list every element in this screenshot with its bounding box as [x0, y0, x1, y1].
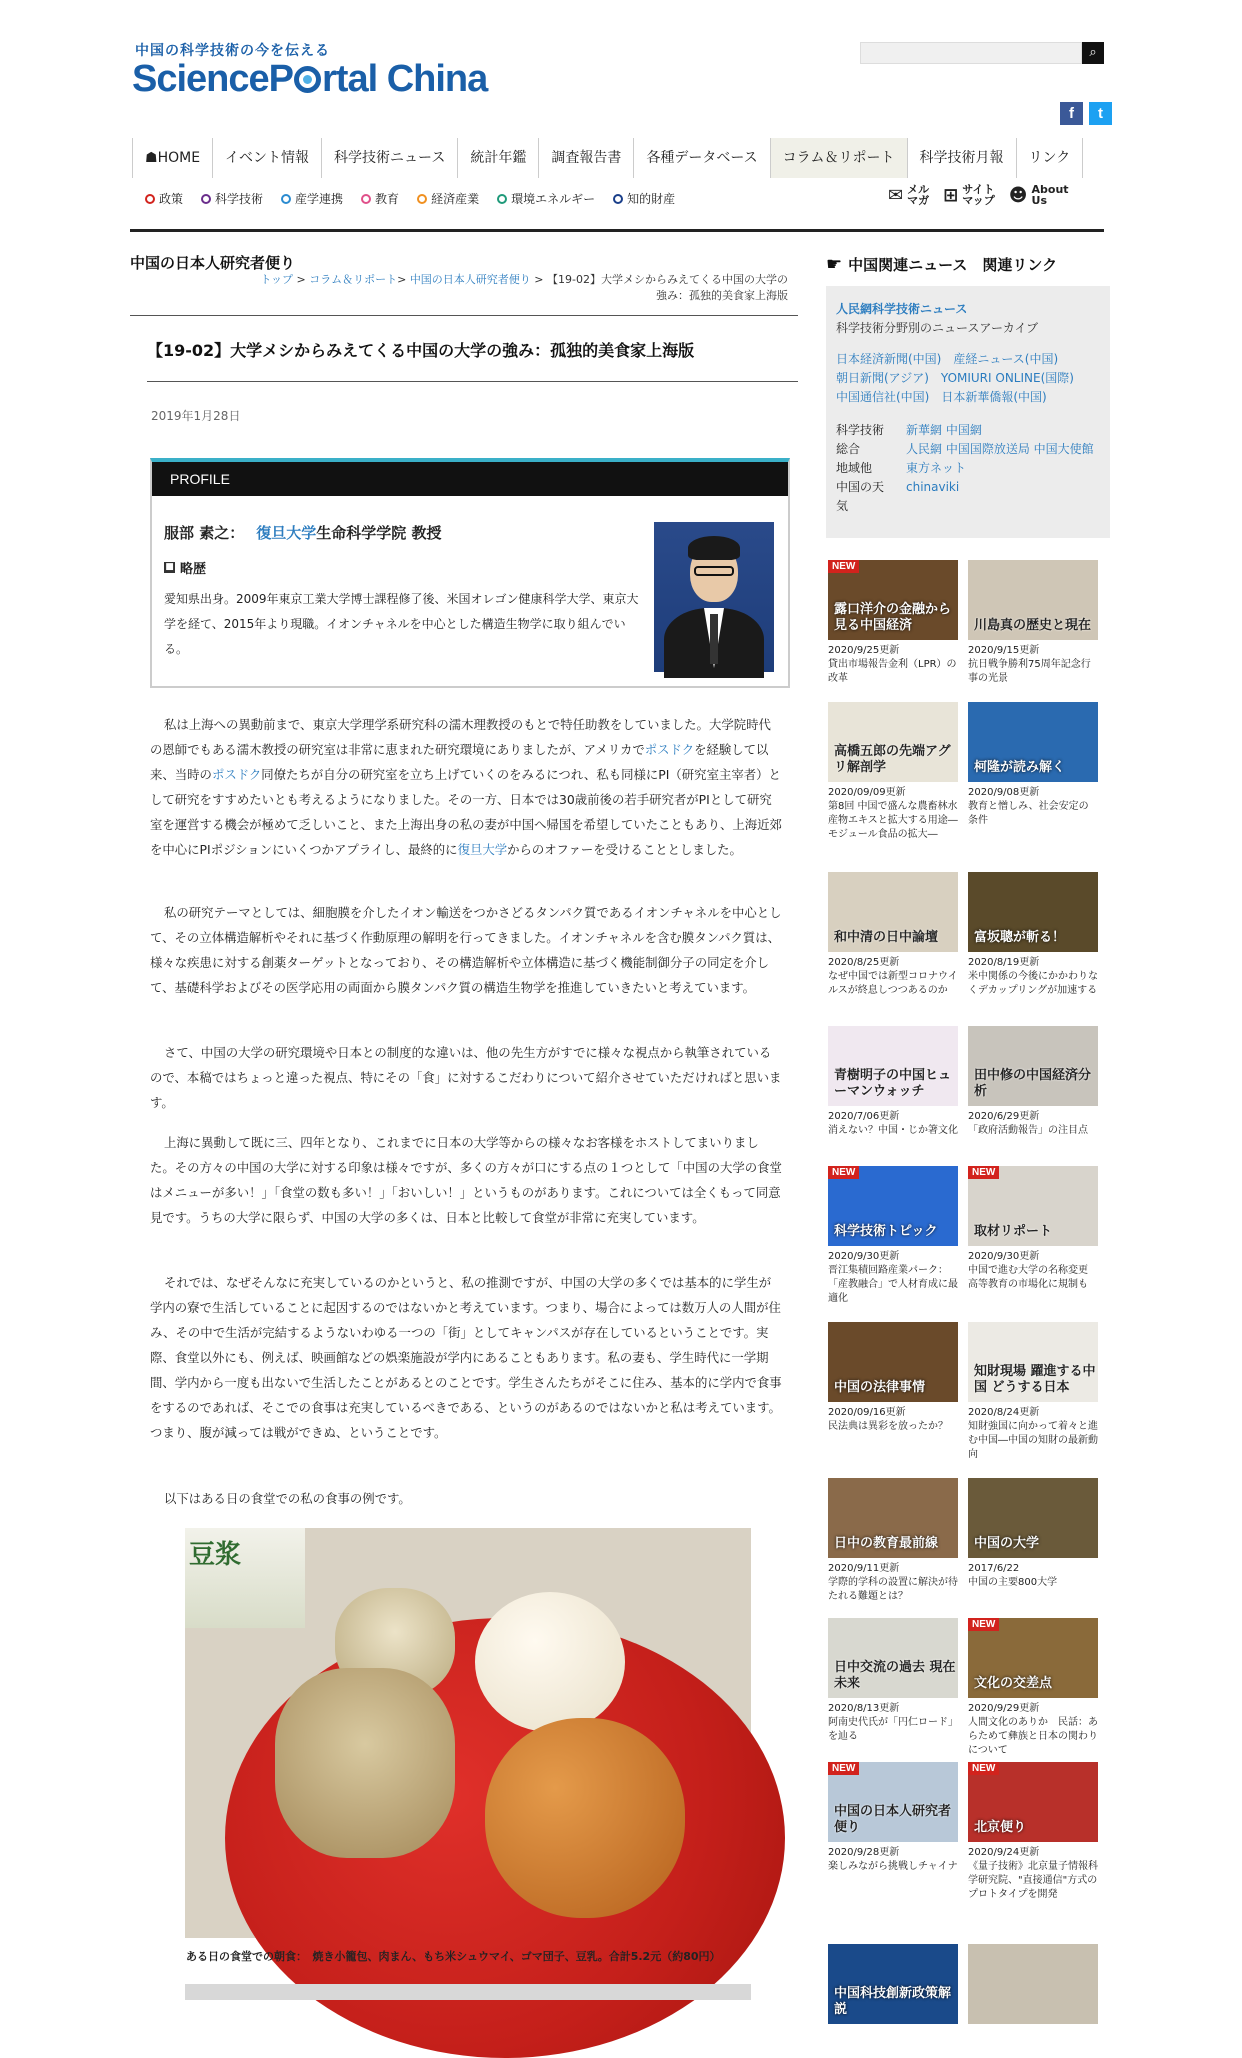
- column-updated-date: 2020/9/29更新: [968, 1703, 1040, 1714]
- article-paragraph-5: それでは、なぜそんなに充実しているのかというと、私の推測ですが、中国の大学の多くでは基本的に学生が学内の寮で生活していることに起因するのではないかと考えています。つまり、場合によっては数万人の人間が住み、その中で生活が完結するようないわゆる一つの「街」としてキャンパスが存在しているということです。実際、食堂以外にも、例えば、映画館などの娯楽施設が学内にあることもあります。私の妻も、学生時代に一学期間、学内から一度も出ないで生活したことがあるとのことです。学生さんたちがそこに住み、基本的に学内で食事をするのであれば、そこでの食事は充実しているべきである、というのがあるのではないかと私は考えています。つまり、腹が減っては戦ができぬ、ということです。: [150, 1275, 782, 1440]
- link-yomiuri[interactable]: YOMIURI ONLINE(国際): [940, 371, 1074, 385]
- column-thumbnail[interactable]: [968, 1322, 1098, 1402]
- sidebar-title: ☛ 中国関連ニュース 関連リンク: [826, 254, 1058, 275]
- column-thumbnail[interactable]: [828, 1618, 958, 1698]
- header-divider: [130, 229, 1104, 232]
- column-thumbnail-title: 日中の教育最前線: [834, 1536, 939, 1551]
- column-thumbnail[interactable]: [828, 1478, 958, 1558]
- column-thumbnail[interactable]: [828, 872, 958, 952]
- column-thumbnail[interactable]: [968, 1944, 1098, 2024]
- column-thumbnail[interactable]: [968, 1478, 1098, 1558]
- column-headline[interactable]: 知財強国に向かって着々と進む中国―中国の知財の最新動向: [968, 1421, 1098, 1460]
- column-thumbnail[interactable]: [968, 702, 1098, 782]
- column-updated-date: 2020/8/19更新: [968, 957, 1040, 968]
- column-thumbnail[interactable]: [968, 872, 1098, 952]
- row-label: 総合: [836, 442, 861, 456]
- column-headline[interactable]: 教育と憎しみ、社会安定の条件: [968, 801, 1089, 826]
- link-nikkei[interactable]: 日本経済新聞(中国): [836, 352, 942, 366]
- breadcrumb-series[interactable]: 中国の日本人研究者便り: [409, 273, 531, 286]
- category-economy[interactable]: 経済産業: [417, 190, 479, 207]
- home-icon: ☗: [145, 150, 158, 166]
- article-paragraph-4: 上海に異動して既に三、四年となり、これまでに日本の大学等からの様々なお客様をホストしてまいりました。その方々の中国の大学に対する印象は様々ですが、多くの方々が口にする点の１つとして「中国の大学の食堂はメニューが多い！」「食堂の数も多い！」「おいしい！」というものがあります。これについては全くもって同意見です。うちの大学に限らず、中国の大学の多くは、日本と比較して食堂が非常に充実しています。: [150, 1135, 782, 1225]
- circle-icon: [417, 194, 427, 204]
- new-badge: NEW: [968, 1618, 999, 1631]
- column-tile[interactable]: [968, 1618, 1098, 1758]
- profile-brief-heading: ■ 略歴: [165, 562, 207, 577]
- column-thumbnail-title: 北京便り: [974, 1820, 1027, 1835]
- column-headline[interactable]: 楽しみながら挑戦しチャイナ: [828, 1861, 958, 1872]
- photo-caption: ある日の食堂での朝食： 焼き小籠包、肉まん、もち米シュウマイ、ゴマ団子、豆乳。合計5.2元（約80円）: [186, 1950, 721, 1963]
- column-tile[interactable]: [968, 1944, 1098, 2028]
- column-updated-date: 2020/9/28更新: [828, 1847, 900, 1858]
- column-tile[interactable]: [828, 1478, 958, 1604]
- row-label: 中国の天気: [836, 480, 885, 513]
- site-header: [132, 38, 1112, 122]
- section-title: 中国の日本人研究者便り: [130, 254, 296, 272]
- link-weather[interactable]: chinaviki: [906, 480, 960, 494]
- column-headline[interactable]: 抗日戦争勝利75周年記念行事の光景: [968, 659, 1091, 684]
- column-headline[interactable]: なぜ中国では新型コロナウイルスが終息しつつあるのか: [828, 971, 958, 996]
- row-label: 科学技術: [836, 423, 885, 437]
- column-headline[interactable]: 中国で進む大学の名称変更 高等教育の市場化に規制も: [968, 1265, 1098, 1290]
- link-asahi[interactable]: 朝日新聞(アジア): [836, 371, 929, 385]
- column-thumbnail-title: 中国の法律事情: [834, 1380, 926, 1395]
- column-thumbnail-title: 日中交流の過去 現在 未来: [834, 1660, 956, 1691]
- column-tile[interactable]: [828, 872, 958, 998]
- column-thumbnail-title: 科学技術トピック: [834, 1224, 938, 1239]
- second-photo: [185, 1984, 751, 2000]
- nav-events[interactable]: イベント情報: [213, 138, 322, 178]
- column-thumbnail-title: 柯隆が読み解く: [974, 760, 1066, 775]
- column-tile[interactable]: [828, 702, 958, 842]
- column-headline[interactable]: 消えない？中国・じか箸文化: [828, 1125, 958, 1136]
- site-logo[interactable]: ScienceP rtal China: [132, 58, 488, 100]
- column-tile[interactable]: [828, 1618, 958, 1744]
- breadcrumb-top[interactable]: トップ: [260, 273, 293, 286]
- column-thumbnail[interactable]: [828, 1026, 958, 1106]
- circle-icon: [145, 194, 155, 204]
- row-label: 地域他: [836, 461, 873, 475]
- column-thumbnail[interactable]: [828, 702, 958, 782]
- nav-databases[interactable]: 各種データベース: [634, 138, 770, 178]
- article-paragraph-3: さて、中国の大学の研究環境や日本との制度的な違いは、他の先生方がすでに様々な視点から執筆されているので、本稿ではちょっと違った視点、特にその「食」に対するこだわりについて紹介させていただければと思います。: [150, 1045, 782, 1110]
- column-headline[interactable]: 人間文化のありか 民話：あらためて彝族と日本の関わりについて: [968, 1717, 1098, 1756]
- column-tile[interactable]: [828, 1026, 958, 1138]
- column-thumbnail[interactable]: [968, 1762, 1098, 1842]
- nav-statistics[interactable]: 統計年鑑: [458, 138, 539, 178]
- sitemap-icon: ⊞: [943, 184, 959, 206]
- column-updated-date: 2020/09/16更新: [828, 1407, 906, 1418]
- column-thumbnail-title: 中国科技創新政策解説: [834, 1986, 952, 2017]
- column-thumbnail-title: 川島真の歴史と現在: [974, 618, 1092, 633]
- profile-university-link[interactable]: 復旦大学: [256, 524, 317, 542]
- column-thumbnail[interactable]: [828, 1944, 958, 2024]
- column-updated-date: 2020/9/25更新: [828, 645, 900, 656]
- pointing-hand-icon: ☛: [826, 254, 843, 275]
- column-headline[interactable]: 貸出市場報告金利（LPR）の改革: [828, 659, 957, 684]
- postdoc-link-2[interactable]: ポスドク: [211, 767, 262, 782]
- link-general-sites[interactable]: 人民網 中国国際放送局 中国大使館: [906, 442, 1094, 456]
- column-updated-date: 2020/9/24更新: [968, 1847, 1040, 1858]
- column-headline[interactable]: 《量子技術》北京量子情報科学研究院、"直接通信"方式のプロトタイプを開発: [968, 1861, 1098, 1900]
- column-updated-date: 2020/9/30更新: [828, 1251, 900, 1262]
- utility-links: [888, 184, 1069, 206]
- article-paragraph-1: 私は上海への異動前まで、東京大学理学系研究科の濡木理教授のもとで特任助教をしていました。大学院時代の恩師でもある濡木教授の研究室は非常に恵まれた研究環境にありましたが、アメリカでポスドクを経験して以来、当時のポスドク同僚たちが自分の研究室を立ち上げていくのをみるにつれ、私も同様にPI（研究室主宰者）として研究をすすめたいとも考えるようになりました。その一方、日本では30歳前後の若手研究者がPIとして研究室を運営する機会が極めて乏しいこと、また上海出身の私の妻が中国へ帰国を希望していたこともあり、上海近郊を中心にPIポジションにいくつかアプライし、最終的に復旦大学からのオファーを受けることとしました。: [150, 717, 782, 857]
- nav-links[interactable]: リンク: [1017, 138, 1084, 178]
- column-thumbnail-title: 富坂聰が斬る！: [974, 930, 1066, 945]
- column-updated-date: 2020/9/30更新: [968, 1251, 1040, 1262]
- column-headline[interactable]: 「政府活動報告」の注目点: [968, 1125, 1088, 1136]
- people-daily-sub: 科学技術分野別のニュースアーカイブ: [836, 321, 1039, 335]
- article-paragraph-6: 以下はある日の食堂での私の食事の例です。: [164, 1491, 411, 1506]
- profile-box: [150, 458, 790, 688]
- circle-icon: [201, 194, 211, 204]
- column-headline[interactable]: 中国の主要800大学: [968, 1577, 1058, 1588]
- column-tile[interactable]: [828, 1166, 958, 1306]
- circle-icon: [497, 194, 507, 204]
- column-thumbnail[interactable]: [828, 560, 958, 640]
- profile-bio: 愛知県出身。2009年東京工業大学博士課程修了後、米国オレゴン健康科学大学、東京大学を経て、2015年より現職。イオンチャネルを中心とした構造生物学に取り組んでいる。: [164, 592, 639, 656]
- column-thumbnail[interactable]: [828, 1166, 958, 1246]
- column-updated-date: 2017/6/22: [968, 1563, 1020, 1574]
- main-nav: [132, 138, 1102, 178]
- category-policy[interactable]: 政策: [145, 190, 183, 207]
- twitter-icon[interactable]: t: [1089, 102, 1112, 125]
- column-headline[interactable]: 晋江集積回路産業パーク：「産教融合」で人材育成に最適化: [828, 1265, 958, 1304]
- column-thumbnail[interactable]: [968, 1166, 1098, 1246]
- column-updated-date: 2020/9/11更新: [828, 1563, 900, 1574]
- column-thumbnail-title: 中国の大学: [974, 1536, 1040, 1551]
- column-thumbnail[interactable]: [968, 1026, 1098, 1106]
- circle-icon: [361, 194, 371, 204]
- column-tile[interactable]: [968, 1322, 1098, 1462]
- breakfast-photo: 豆浆: [185, 1528, 751, 1938]
- people-icon: ☻: [1008, 184, 1028, 206]
- column-updated-date: 2020/8/13更新: [828, 1703, 900, 1714]
- mail-icon: ✉: [888, 184, 904, 206]
- column-headline[interactable]: 民法典は異彩を放ったか？: [828, 1421, 948, 1432]
- column-headline[interactable]: 米中関係の今後にかかわりなくデカップリングが加速する: [968, 971, 1098, 996]
- column-thumbnail-title: 知財現場 躍進する中国 どうする日本: [974, 1364, 1096, 1395]
- title-divider-bottom: [147, 381, 798, 382]
- column-tile[interactable]: [968, 872, 1098, 998]
- search-input[interactable]: [860, 42, 1082, 64]
- column-thumbnail-title: 田中修の中国経済分析: [974, 1068, 1092, 1099]
- profile-header: PROFILE: [152, 462, 788, 496]
- sitemap-link[interactable]: ⊞ サイト マップ: [943, 183, 995, 207]
- breadcrumb-column[interactable]: コラム＆リポート: [309, 273, 398, 286]
- new-badge: NEW: [828, 560, 859, 573]
- nav-reports[interactable]: 調査報告書: [539, 138, 634, 178]
- square-bullet-icon: ■: [165, 562, 174, 572]
- article-title: 【19-02】大学メシからみえてくる中国の大学の強み：孤独的美食家上海版: [147, 341, 695, 360]
- category-industry-academia[interactable]: 産学連携: [281, 190, 343, 207]
- column-updated-date: 2020/8/24更新: [968, 1407, 1040, 1418]
- column-thumbnail-title: 中国の日本人研究者便り: [834, 1804, 952, 1835]
- profile-portrait: [654, 522, 774, 672]
- category-nav: [145, 190, 675, 207]
- nav-home[interactable]: ☗HOME: [133, 138, 213, 178]
- article-paragraph-2: 私の研究テーマとしては、細胞膜を介したイオン輸送をつかさどるタンパク質であるイオンチャネルを中心として、その立体構造解析やそれに基づく作動原理の解明を行ってきました。イオンチャネルを含む膜タンパク質は、様々な疾患に対する創薬ターゲットとなっており、その構造解析や立体構造に基づく機能制御分子の同定を介して、基礎科学およびその医学応用の両面から膜タンパク質の構造生物学を推進していきたいと考えています。: [150, 905, 782, 995]
- about-link[interactable]: ☻ About Us: [1008, 183, 1069, 207]
- new-badge: NEW: [828, 1762, 859, 1775]
- column-thumbnail-title: 和中清の日中論壇: [834, 930, 939, 945]
- column-updated-date: 2020/8/25更新: [828, 957, 900, 968]
- breadcrumb: トップ > コラム＆リポート> 中国の日本人研究者便り > 【19-02】大学メシからみえてくる中国の大学の強み：孤独的美食家上海版: [260, 273, 788, 302]
- category-scitech[interactable]: 科学技術: [201, 190, 263, 207]
- column-headline[interactable]: 阿南史代氏が「円仁ロード」を辿る: [828, 1717, 958, 1742]
- mailmagazine-link[interactable]: ✉ メル マガ: [888, 183, 930, 207]
- search-button[interactable]: [1082, 42, 1104, 64]
- profile-name: 服部 素之： 復旦大学生命科学学院 教授: [164, 524, 442, 542]
- column-tile[interactable]: [968, 1478, 1098, 1590]
- column-thumbnail-title: 取材リポート: [974, 1224, 1053, 1239]
- category-environment[interactable]: 環境エネルギー: [497, 190, 595, 207]
- link-region-sites[interactable]: 東方ネット: [906, 461, 967, 475]
- column-tile[interactable]: [968, 1166, 1098, 1292]
- column-thumbnail-title: 高橋五郎の先端アグリ解剖学: [834, 744, 951, 775]
- new-badge: NEW: [968, 1166, 999, 1179]
- breadcrumb-current: 【19-02】大学メシからみえてくる中国の大学の強み：孤独的美食家上海版: [547, 273, 788, 302]
- column-headline[interactable]: 学際的学科の設置に解決が待たれる難題とは？: [828, 1577, 958, 1602]
- new-badge: NEW: [968, 1762, 999, 1775]
- article-date: 2019年1月28日: [151, 409, 241, 423]
- column-tile[interactable]: [968, 560, 1098, 686]
- site-tagline: 中国の科学技術の今を伝える: [135, 43, 330, 59]
- column-thumbnail-title: 露口洋介の金融から見る中国経済: [834, 602, 952, 633]
- nav-monthly[interactable]: 科学技術月報: [908, 138, 1017, 178]
- column-tile[interactable]: [968, 1026, 1098, 1138]
- new-badge: NEW: [828, 1166, 859, 1179]
- column-tile[interactable]: [828, 1762, 958, 1874]
- search-icon: ⌕: [1089, 45, 1097, 60]
- column-thumbnail[interactable]: [968, 1618, 1098, 1698]
- column-updated-date: 2020/09/09更新: [828, 787, 906, 798]
- column-updated-date: 2020/6/29更新: [968, 1111, 1040, 1122]
- column-headline[interactable]: 第8回 中国で盛んな農畜林水産物エキスと拡大する用途―モジュール食品の拡大―: [828, 801, 958, 840]
- column-updated-date: 2020/9/08更新: [968, 787, 1040, 798]
- column-tile[interactable]: [968, 702, 1098, 828]
- nav-news[interactable]: 科学技術ニュース: [322, 138, 458, 178]
- column-thumbnail-title: 文化の交差点: [974, 1676, 1053, 1691]
- column-tile[interactable]: [968, 1762, 1098, 1902]
- social-links: [1060, 102, 1112, 125]
- nav-columns[interactable]: コラム＆リポート: [771, 138, 908, 178]
- column-updated-date: 2020/9/15更新: [968, 645, 1040, 656]
- column-tile[interactable]: [828, 1944, 958, 2028]
- link-chinapress[interactable]: 中国通信社(中国): [836, 390, 930, 404]
- column-thumbnail[interactable]: [828, 1762, 958, 1842]
- category-education[interactable]: 教育: [361, 190, 399, 207]
- related-links-box: [826, 286, 1110, 538]
- column-tile[interactable]: [828, 1322, 958, 1434]
- column-thumbnail[interactable]: [828, 1322, 958, 1402]
- link-kakyo[interactable]: 日本新華僑報(中国): [941, 390, 1047, 404]
- column-updated-date: 2020/7/06更新: [828, 1111, 900, 1122]
- portal-o-icon: [294, 66, 321, 93]
- fudan-link[interactable]: 復旦大学: [457, 842, 508, 857]
- circle-icon: [281, 194, 291, 204]
- postdoc-link[interactable]: ポスドク: [644, 742, 695, 757]
- link-sankei[interactable]: 産経ニュース(中国): [953, 352, 1059, 366]
- category-ip[interactable]: 知的財産: [613, 190, 675, 207]
- link-scitech-sites[interactable]: 新華網 中国網: [906, 423, 982, 437]
- title-divider-top: [130, 315, 798, 316]
- column-thumbnail-title: 青樹明子の中国ヒューマンウォッチ: [834, 1068, 952, 1099]
- people-daily-link[interactable]: 人民網科学技術ニュース: [836, 302, 968, 316]
- facebook-icon[interactable]: f: [1060, 102, 1083, 125]
- column-thumbnail[interactable]: [968, 560, 1098, 640]
- column-tile[interactable]: [828, 560, 958, 686]
- circle-icon: [613, 194, 623, 204]
